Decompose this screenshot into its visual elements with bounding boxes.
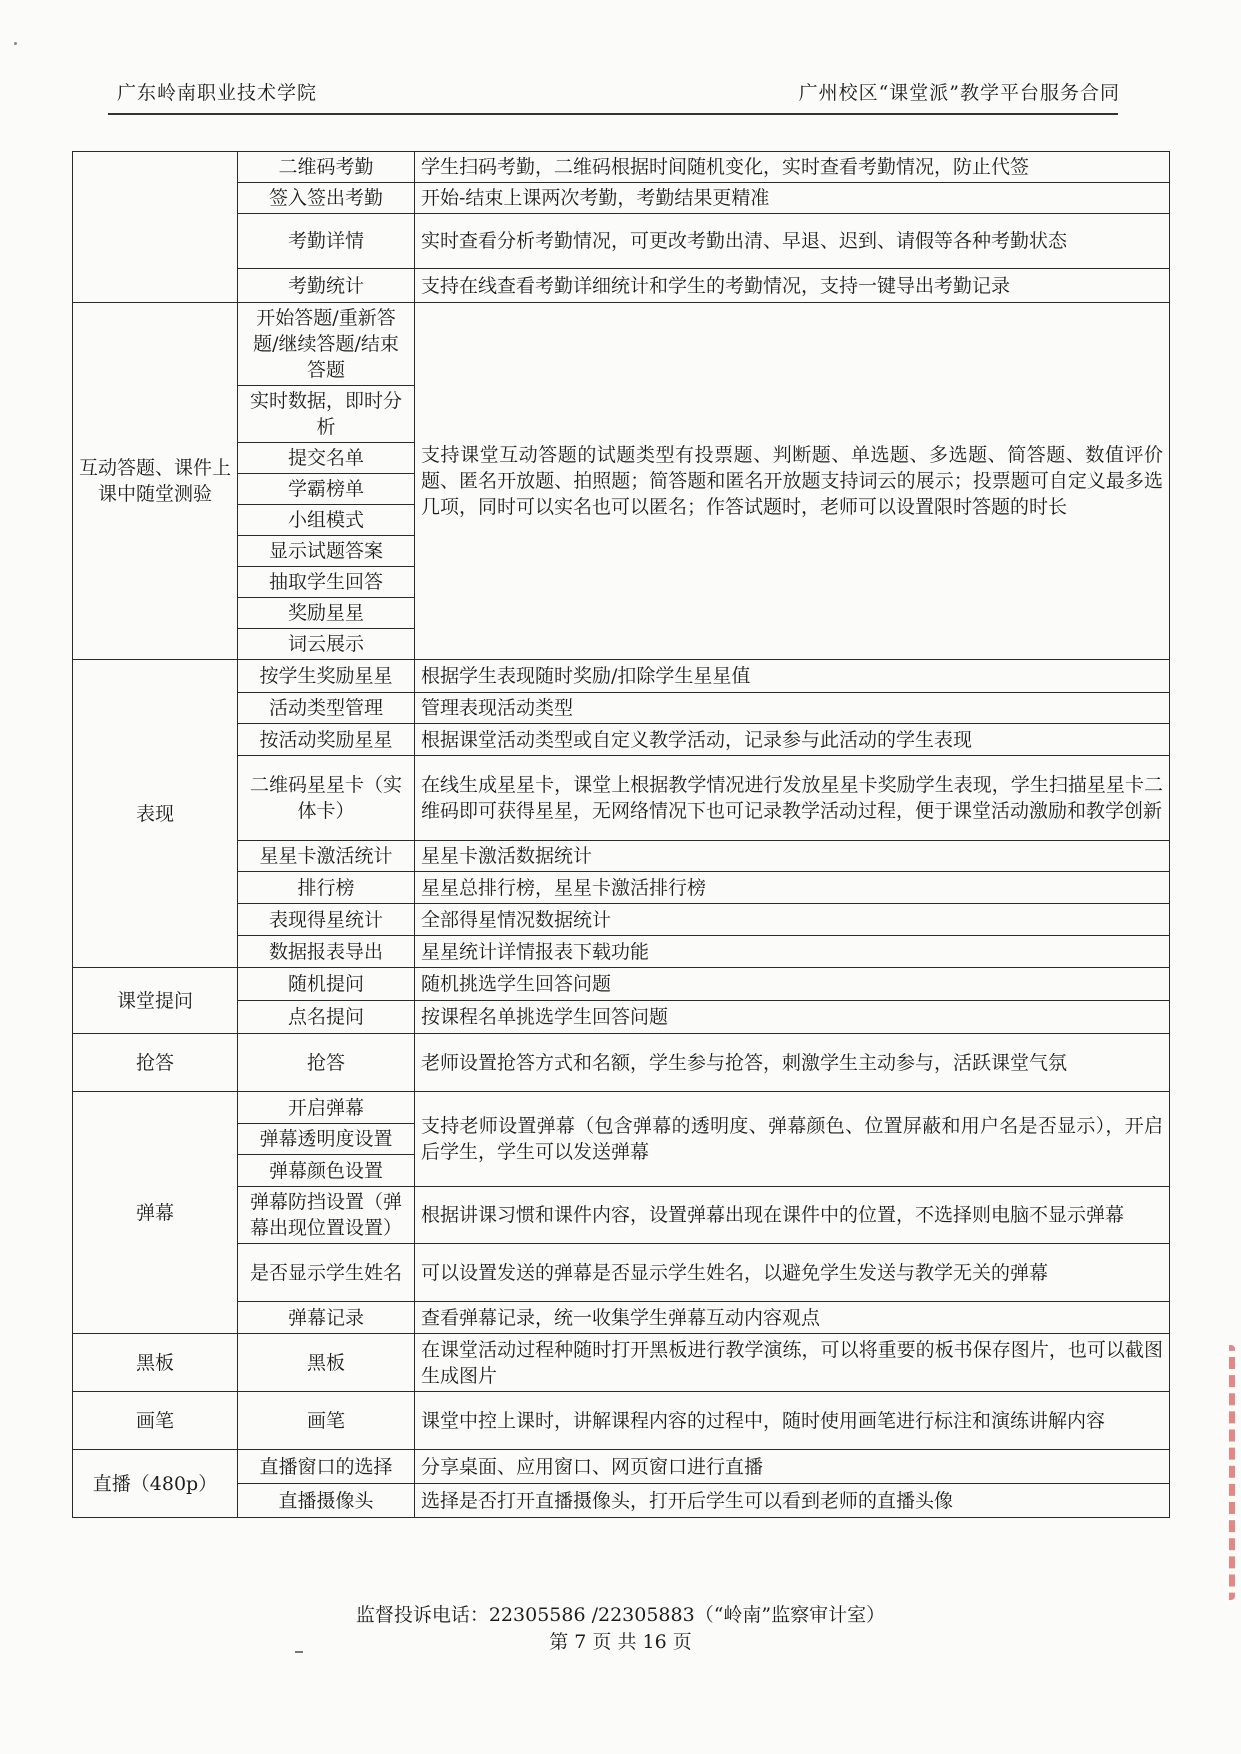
description-cell: 支持老师设置弹幕（包含弹幕的透明度、弹幕颜色、位置屏蔽和用户名是否显示），开启后学生，学生可以发送弹幕 — [415, 1092, 1170, 1187]
description-cell: 星星卡激活数据统计 — [415, 841, 1170, 872]
category-cell: 黑板 — [73, 1334, 238, 1392]
description-cell: 分享桌面、应用窗口、网页窗口进行直播 — [415, 1450, 1170, 1484]
category-cell: 弹幕 — [73, 1092, 238, 1334]
table-row — [73, 1244, 1170, 1302]
description-cell: 根据学生表现随时奖励/扣除学生星星值 — [415, 660, 1170, 693]
table-row — [73, 1450, 1170, 1484]
feature-cell: 直播窗口的选择 — [238, 1450, 415, 1484]
category-cell: 课堂提问 — [73, 968, 238, 1034]
table-row — [73, 269, 1170, 303]
category-cell: 表现 — [73, 660, 238, 968]
table-row — [73, 1187, 1170, 1244]
feature-cell: 画笔 — [238, 1392, 415, 1450]
header-contract-title: 广州校区“课堂派”教学平台服务合同 — [798, 82, 1120, 104]
description-cell: 查看弹幕记录，统一收集学生弹幕互动内容观点 — [415, 1302, 1170, 1334]
feature-cell: 显示试题答案 — [238, 536, 415, 567]
table-row — [73, 303, 1170, 386]
feature-cell: 奖励星星 — [238, 598, 415, 629]
description-cell: 管理表现活动类型 — [415, 693, 1170, 724]
table-row — [73, 214, 1170, 269]
feature-cell: 词云展示 — [238, 629, 415, 660]
feature-cell: 随机提问 — [238, 968, 415, 1001]
description-cell: 星星总排行榜，星星卡激活排行榜 — [415, 872, 1170, 904]
category-cell: 抢答 — [73, 1034, 238, 1092]
footer-page-number: 第 7 页 共 16 页 — [549, 1631, 692, 1653]
table-row — [73, 660, 1170, 693]
description-cell: 随机挑选学生回答问题 — [415, 968, 1170, 1001]
feature-cell: 弹幕颜色设置 — [238, 1155, 415, 1187]
feature-cell: 排行榜 — [238, 872, 415, 904]
feature-cell: 按活动奖励星星 — [238, 724, 415, 756]
feature-cell: 表现得星统计 — [238, 904, 415, 936]
category-cell — [73, 152, 238, 303]
description-cell: 在课堂活动过程种随时打开黑板进行教学演练，可以将重要的板书保存图片，也可以截图生成图片 — [415, 1334, 1170, 1392]
feature-cell: 数据报表导出 — [238, 936, 415, 968]
description-cell: 星星统计详情报表下载功能 — [415, 936, 1170, 968]
feature-cell: 考勤详情 — [238, 214, 415, 269]
table-row — [73, 1334, 1170, 1392]
scan-mark — [295, 1651, 303, 1653]
description-cell: 实时查看分析考勤情况，可更改考勤出清、早退、迟到、请假等各种考勤状态 — [415, 214, 1170, 269]
feature-table — [72, 151, 1170, 1518]
feature-cell: 黑板 — [238, 1334, 415, 1392]
category-cell: 画笔 — [73, 1392, 238, 1450]
category-cell: 互动答题、课件上课中随堂测验 — [73, 303, 238, 660]
header-rule — [108, 113, 1118, 115]
description-cell: 学生扫码考勤，二维码根据时间随机变化，实时查看考勤情况，防止代签 — [415, 152, 1170, 183]
feature-cell: 抽取学生回答 — [238, 567, 415, 598]
description-cell: 根据课堂活动类型或自定义教学活动，记录参与此活动的学生表现 — [415, 724, 1170, 756]
table-row — [73, 152, 1170, 183]
feature-cell: 星星卡激活统计 — [238, 841, 415, 872]
description-cell: 开始-结束上课两次考勤，考勤结果更精准 — [415, 183, 1170, 214]
table-row — [73, 841, 1170, 872]
footer-complaint-line: 监督投诉电话：22305586 /22305883（“岭南”监察审计室） — [355, 1604, 886, 1626]
feature-cell: 弹幕记录 — [238, 1302, 415, 1334]
feature-cell: 点名提问 — [238, 1001, 415, 1034]
feature-cell: 二维码考勤 — [238, 152, 415, 183]
table-row — [73, 183, 1170, 214]
table-row — [73, 1001, 1170, 1034]
description-cell: 老师设置抢答方式和名额，学生参与抢答，刺激学生主动参与，活跃课堂气氛 — [415, 1034, 1170, 1092]
description-cell: 全部得星情况数据统计 — [415, 904, 1170, 936]
feature-cell: 弹幕透明度设置 — [238, 1124, 415, 1155]
table-row — [73, 872, 1170, 904]
description-cell: 支持课堂互动答题的试题类型有投票题、判断题、单选题、多选题、简答题、数值评价题、匿名开放题、拍照题；简答题和匿名开放题支持词云的展示；投票题可自定义最多选几项，同时可以实名也可以匿名；作答试题时，老师可以设置限时答题的时长 — [415, 303, 1170, 660]
feature-cell: 小组模式 — [238, 505, 415, 536]
table-row — [73, 1302, 1170, 1334]
table-row — [73, 936, 1170, 968]
description-cell: 课堂中控上课时，讲解课程内容的过程中，随时使用画笔进行标注和演练讲解内容 — [415, 1392, 1170, 1450]
description-cell: 支持在线查看考勤详细统计和学生的考勤情况，支持一键导出考勤记录 — [415, 269, 1170, 303]
feature-cell: 弹幕防挡设置（弹幕出现位置设置） — [238, 1187, 415, 1244]
table-row — [73, 724, 1170, 756]
feature-cell: 提交名单 — [238, 443, 415, 474]
description-cell: 在线生成星星卡，课堂上根据教学情况进行发放星星卡奖励学生表现，学生扫描星星卡二维码即可获得星星，无网络情况下也可记录教学活动过程，便于课堂活动激励和教学创新 — [415, 756, 1170, 841]
feature-cell: 抢答 — [238, 1034, 415, 1092]
feature-cell: 实时数据，即时分析 — [238, 386, 415, 443]
table-row — [73, 968, 1170, 1001]
feature-cell: 是否显示学生姓名 — [238, 1244, 415, 1302]
feature-cell: 开启弹幕 — [238, 1092, 415, 1124]
description-cell: 根据讲课习惯和课件内容，设置弹幕出现在课件中的位置，不选择则电脑不显示弹幕 — [415, 1187, 1170, 1244]
feature-cell: 签入签出考勤 — [238, 183, 415, 214]
table-row — [73, 1484, 1170, 1518]
scan-speck — [14, 42, 17, 45]
feature-cell: 活动类型管理 — [238, 693, 415, 724]
seal-stamp-edge — [1203, 1345, 1235, 1600]
description-cell: 按课程名单挑选学生回答问题 — [415, 1001, 1170, 1034]
description-cell: 可以设置发送的弹幕是否显示学生姓名，以避免学生发送与教学无关的弹幕 — [415, 1244, 1170, 1302]
description-cell: 选择是否打开直播摄像头，打开后学生可以看到老师的直播头像 — [415, 1484, 1170, 1518]
feature-cell: 二维码星星卡（实体卡） — [238, 756, 415, 841]
table-row — [73, 1092, 1170, 1124]
table-row — [73, 904, 1170, 936]
table-row — [73, 1392, 1170, 1450]
feature-cell: 按学生奖励星星 — [238, 660, 415, 693]
category-cell: 直播（480p） — [73, 1450, 238, 1518]
table-row — [73, 1034, 1170, 1092]
feature-cell: 直播摄像头 — [238, 1484, 415, 1518]
header-institution: 广东岭南职业技术学院 — [117, 82, 318, 104]
feature-cell: 考勤统计 — [238, 269, 415, 303]
table-row — [73, 693, 1170, 724]
feature-cell: 学霸榜单 — [238, 474, 415, 505]
table-row — [73, 756, 1170, 841]
feature-cell: 开始答题/重新答题/继续答题/结束答题 — [238, 303, 415, 386]
